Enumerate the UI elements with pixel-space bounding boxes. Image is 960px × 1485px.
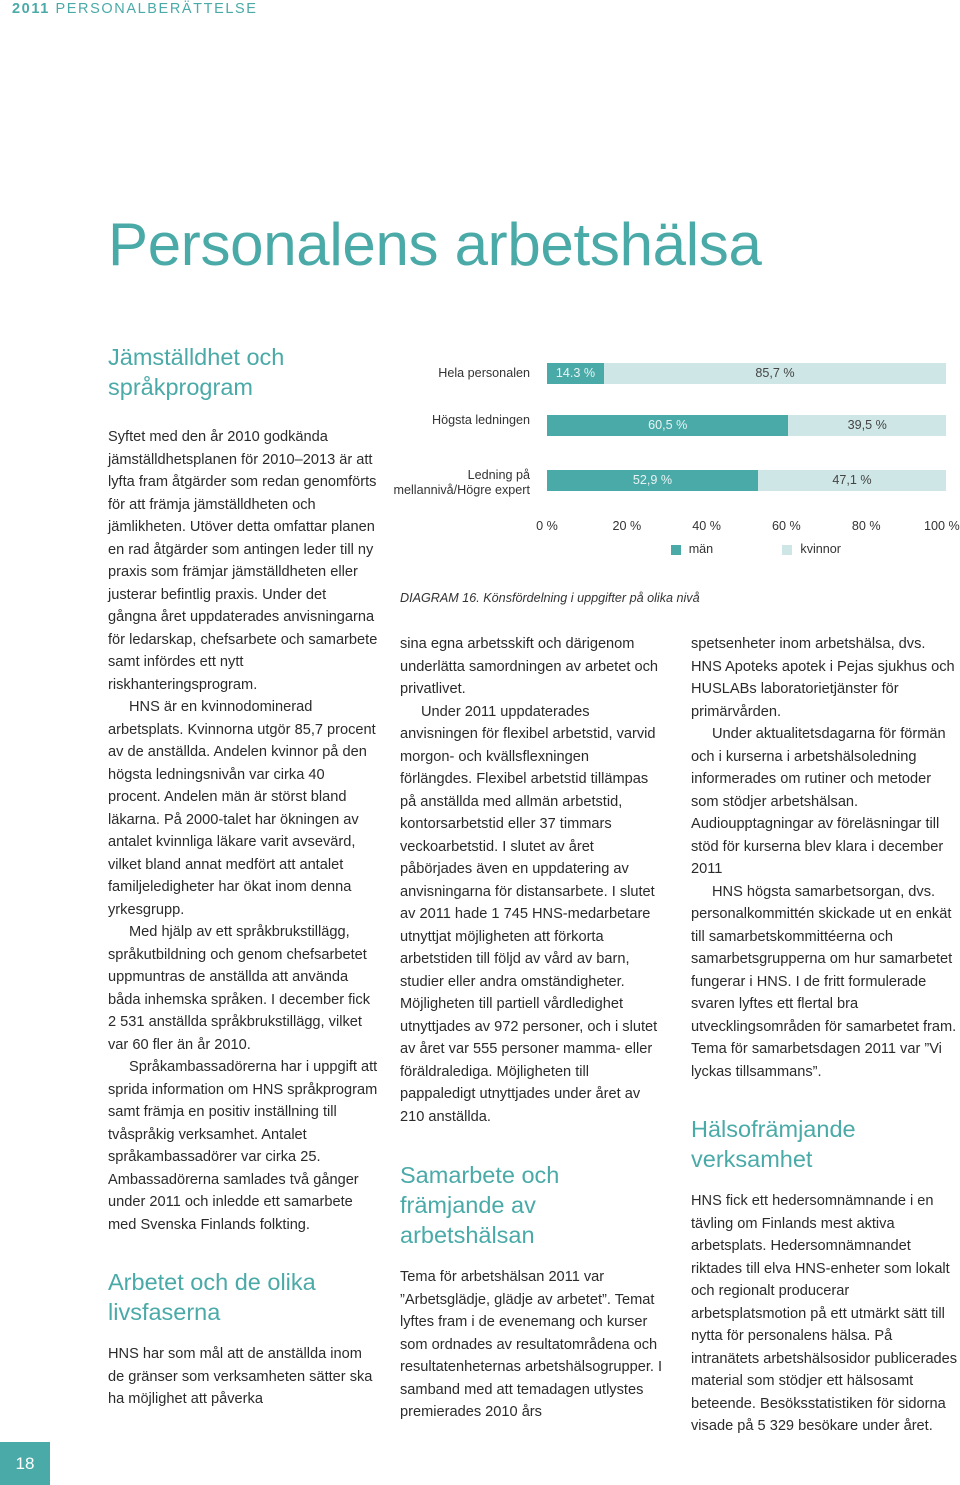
chart-caption: DIAGRAM 16. Könsfördelning i uppgifter på olika nivå (400, 591, 700, 605)
page-number: 18 (15, 1454, 35, 1473)
legend-swatch-kvinnor (782, 545, 792, 555)
paragraph: Med hjälp av ett språkbrukstillägg, språkutbildning och genom chefsarbetet uppmuntras de anställda att använda båda inhemska språken. I december fick 2 531 anställda språkbrukstillägg, vilket var 60 fler än år 2010. (108, 924, 371, 1053)
paragraph: Under aktualitetsdagarna för förmän och i kurserna i arbetshälsoledning informerades om rutiner och metoder som stödjer arbetshälsan. Audioupptagningar av föreläsningar till stöd för kurserna blev klara i december 2011 (691, 726, 946, 877)
column-1 (108, 342, 378, 1411)
legend-label: kvinnor (800, 542, 842, 556)
page-title: Personalens arbetshälsa (108, 211, 762, 278)
category-label: Högsta ledningen (431, 413, 530, 427)
x-tick-label: 0 % (536, 519, 558, 533)
data-label: 39,5 % (847, 418, 887, 432)
x-tick-label: 40 % (692, 519, 721, 533)
paragraph: Språkambassadörerna har i uppgift att sprida information om HNS språkprogram samt främja en positiv inställning till tvåspråkig verksamhet. Antalet språkambassadörer var cirka 25. Ambassadörerna samlades två gånger under 2011 och inledde ett samarbete med Svenska Finlands folkting. (108, 1059, 378, 1233)
column-2 (400, 633, 664, 1424)
paragraph: Under 2011 uppdaterades anvisningen för flexibel arbetstid, varvid morgon- och kvällsflexningen förlängdes. Flexibel arbetstid tillämpas på anställda med allmän arbetstid, kontorsarbetstid eller 37 timmars veckoarbetstid. I slutet av året påbörjades även en uppdatering av anvisningarna för distansarbete. I slutet av 2011 hade 1 745 HNS-medarbetare utnyttjat möjligheten att förkorta arbetstiden till följd av vård av barn, studier eller andra omständigheter. Möjligheten till partiell vårdledighet utnyttjades av 972 personer, och i slutet av året var 555 personer mamma- eller föräldralediga. Möjligheten till pappaledigt utnyttjades under året av 210 anställda. (400, 703, 658, 1125)
paragraph: HNS är en kvinnodominerad arbetsplats. Kvinnorna utgör 85,7 procent av de anställda. Andelen kvinnor på den högsta ledningsnivån var cirka 40 procent. Andelen män är störst bland läkarna. På 2000-talet har ökningen av antalet kvinnliga läkare varit avsevärd, vilket bland annat medfört att antalet familjeledigheter har ökat inom denna yrkesgrupp. (108, 699, 376, 918)
data-label: 52,9 % (632, 473, 673, 487)
legend-swatch-män (671, 545, 681, 555)
data-label: 60,5 % (648, 418, 688, 432)
column-3 (691, 633, 959, 1438)
paragraph: HNS högsta samarbetsorgan, dvs. personalkommittén skickade ut en enkät till samarbetskommittéerna och samarbetsgrupperna om hur samarbetet fungerar i HNS. I de fritt formulerade svaren lyftes ett flertal bra utvecklingsområden för samarbetet fram. Tema för samarbetsdagen 2011 var ”Vi lyckas tillsammans”. (691, 883, 957, 1080)
x-tick-label: 20 % (612, 519, 642, 533)
section-heading-samarbete: Samarbete och främjande av arbetshälsan (400, 1162, 560, 1248)
category-label: Hela personalen (438, 366, 530, 380)
paragraph: Tema för arbetshälsan 2011 var ”Arbetsglädje, glädje av arbetet”. Temat lyftes fram i de evenemang och kurser som ordnades av resultatområdena och resultatenheternas arbetshälsogrupper. I samband med att temadagen utlystes premierades 2010 års (400, 1269, 663, 1420)
legend-label: män (688, 542, 714, 556)
paragraph: spetsenheter inom arbetshälsa, dvs. HNS Apoteks apotek i Pejas sjukhus och HUSLABs laboratorietjänster för primärvården. (691, 636, 955, 720)
x-tick-label: 60 % (772, 519, 801, 533)
data-label: 47,1 % (832, 473, 872, 487)
paragraph: sina egna arbetsskift och därigenom underlätta samordningen av arbetet och privatlivet. (400, 636, 658, 697)
category-label: Ledning på mellannivå/Högre expert (393, 468, 530, 497)
section-heading-livsfaserna: Arbetet och de olika livsfaserna (108, 1269, 316, 1325)
section-heading-halsoframjande: Hälsofrämjande verksamhet (691, 1116, 856, 1172)
x-tick-label: 80 % (851, 519, 881, 533)
section-heading-jamstalldhet: Jämställdhet och språkprogram (108, 344, 285, 400)
x-tick-label: 100 % (924, 519, 960, 533)
data-label: 85,7 % (755, 366, 795, 380)
header-year: 2011 (12, 1, 50, 17)
paragraph: HNS fick ett hedersomnämnande i en tävling om Finlands mest aktiva arbetsplats. Hedersomnämnandet riktades till elva HNS-enheter som lokalt och regionalt producerar arbetsplatsmotion på ett utmärkt sätt till nytta för personalens hälsa. På intranätets arbetshälsosidor publicerades material som stödjer ett hälsosamt beteende. Besöksstatistiken för sidorna visade på 5 329 besökare under året. (691, 1193, 958, 1434)
paragraph: HNS har som mål att de anställda inom de gränser som verksamheten sätter ska ha möjlighet att påverka (108, 1346, 373, 1407)
header-section: PERSONALBERÄTTELSE (55, 1, 258, 17)
running-header (12, 1, 258, 17)
data-label: 14.3 % (555, 366, 596, 380)
paragraph: Syftet med den år 2010 godkända jämställdhetsplanen för 2010–2013 är att lyfta fram åtgärder som redan genomförts för att främja jämställdheten och jämlikheten. Utöver detta omfattar planen en rad åtgärder som antingen leder till ny praxis som främjar jämställdheten eller justerar befintlig praxis. Under det gångna året uppdaterades anvisningarna för ledarskap, chefsarbete och samarbete samt infördes ett nytt riskhanteringsprogram. (108, 429, 378, 693)
